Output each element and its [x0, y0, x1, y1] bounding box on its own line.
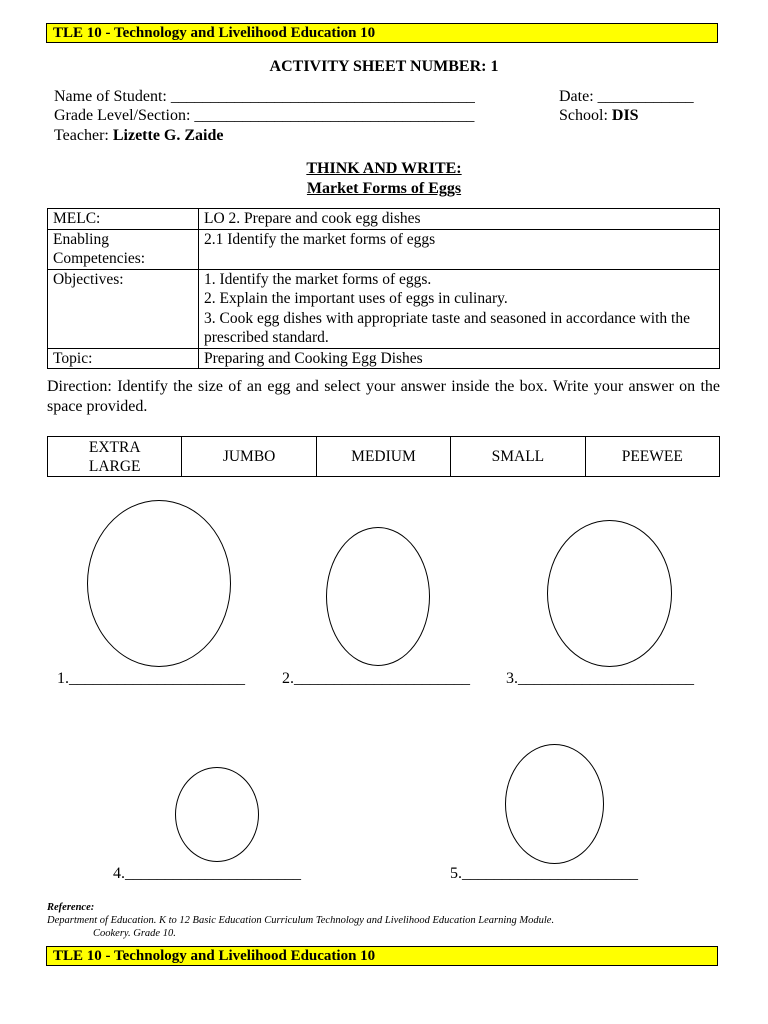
reference-label: Reference:: [47, 902, 95, 913]
header-banner: TLE 10 - Technology and Livelihood Education 10: [46, 23, 718, 43]
reference-section: [47, 901, 722, 940]
answer-blank-4[interactable]: 4.______________________: [113, 865, 301, 882]
melc-row: [48, 209, 720, 230]
size-choice-extra-large: EXTRA LARGE: [48, 437, 182, 477]
objective-item: 2. Explain the important uses of eggs in culinary.: [204, 290, 508, 307]
melc-value: LO 2. Prepare and cook egg dishes: [199, 209, 720, 230]
answer-blank-2[interactable]: 2.______________________: [282, 670, 470, 687]
topic-row: [48, 348, 720, 369]
think-and-write-title: THINK AND WRITE:: [306, 160, 462, 177]
name-label: Name of Student:: [54, 88, 167, 105]
market-forms-subtitle: Market Forms of Eggs: [306, 180, 462, 197]
size-choice-jumbo: JUMBO: [182, 437, 316, 477]
answer-blank-5[interactable]: 5.______________________: [450, 865, 638, 882]
reference-line-1: Department of Education. K to 12 Basic Education Curriculum Technology and Livelihood Education Learning Module.: [47, 915, 555, 926]
enabling-row: [48, 229, 720, 269]
school-name: DIS: [611, 107, 639, 124]
date-blank: ____________: [597, 88, 694, 105]
teacher-label: Teacher:: [54, 127, 109, 144]
name-of-student-field: [54, 88, 475, 106]
footer-banner: TLE 10 - Technology and Livelihood Education 10: [46, 946, 718, 966]
objectives-row: [48, 269, 720, 348]
size-choice-small: SMALL: [451, 437, 585, 477]
name-blank: ______________________________________: [170, 88, 475, 105]
date-label: Date:: [559, 88, 594, 105]
activity-title: ACTIVITY SHEET NUMBER: 1: [269, 58, 499, 75]
grade-level-field: [54, 107, 474, 125]
grade-label: Grade Level/Section:: [54, 107, 191, 124]
school-label: School:: [559, 107, 608, 124]
size-choice-peewee: PEEWEE: [585, 437, 719, 477]
egg-outline-4: [175, 767, 259, 862]
objective-item: 1. Identify the market forms of eggs.: [204, 270, 432, 288]
info-table: [47, 208, 720, 369]
reference-line-2: Cookery. Grade 10.: [93, 928, 176, 939]
answer-blank-1[interactable]: 1.______________________: [57, 670, 245, 687]
answer-blank-3[interactable]: 3.______________________: [506, 670, 694, 687]
egg-outline-1: [87, 500, 231, 667]
direction-text: Direction: Identify the size of an egg and select your answer inside the box. Write your answer on the space provided.: [47, 378, 720, 415]
size-choices-box: [47, 436, 720, 477]
enabling-value: 2.1 Identify the market forms of eggs: [199, 229, 720, 269]
date-field: [559, 88, 694, 106]
egg-outline-3: [547, 520, 672, 667]
size-choice-medium: MEDIUM: [316, 437, 450, 477]
objective-item: 3. Cook egg dishes with appropriate taste and seasoned in accordance with the prescribed standard.: [204, 309, 690, 346]
topic-label: Topic:: [48, 348, 199, 369]
objectives-label: Objectives:: [48, 269, 199, 348]
egg-outline-2: [326, 527, 430, 666]
objectives-value: [199, 269, 720, 348]
school-field: [559, 107, 639, 125]
egg-outline-5: [505, 744, 604, 864]
grade-blank: ___________________________________: [194, 107, 475, 124]
topic-value: Preparing and Cooking Egg Dishes: [199, 348, 720, 369]
teacher-field: [54, 127, 223, 145]
enabling-label: Enabling Competencies:: [48, 229, 199, 269]
melc-label: MELC:: [48, 209, 199, 230]
teacher-name: Lizette G. Zaide: [112, 127, 224, 144]
